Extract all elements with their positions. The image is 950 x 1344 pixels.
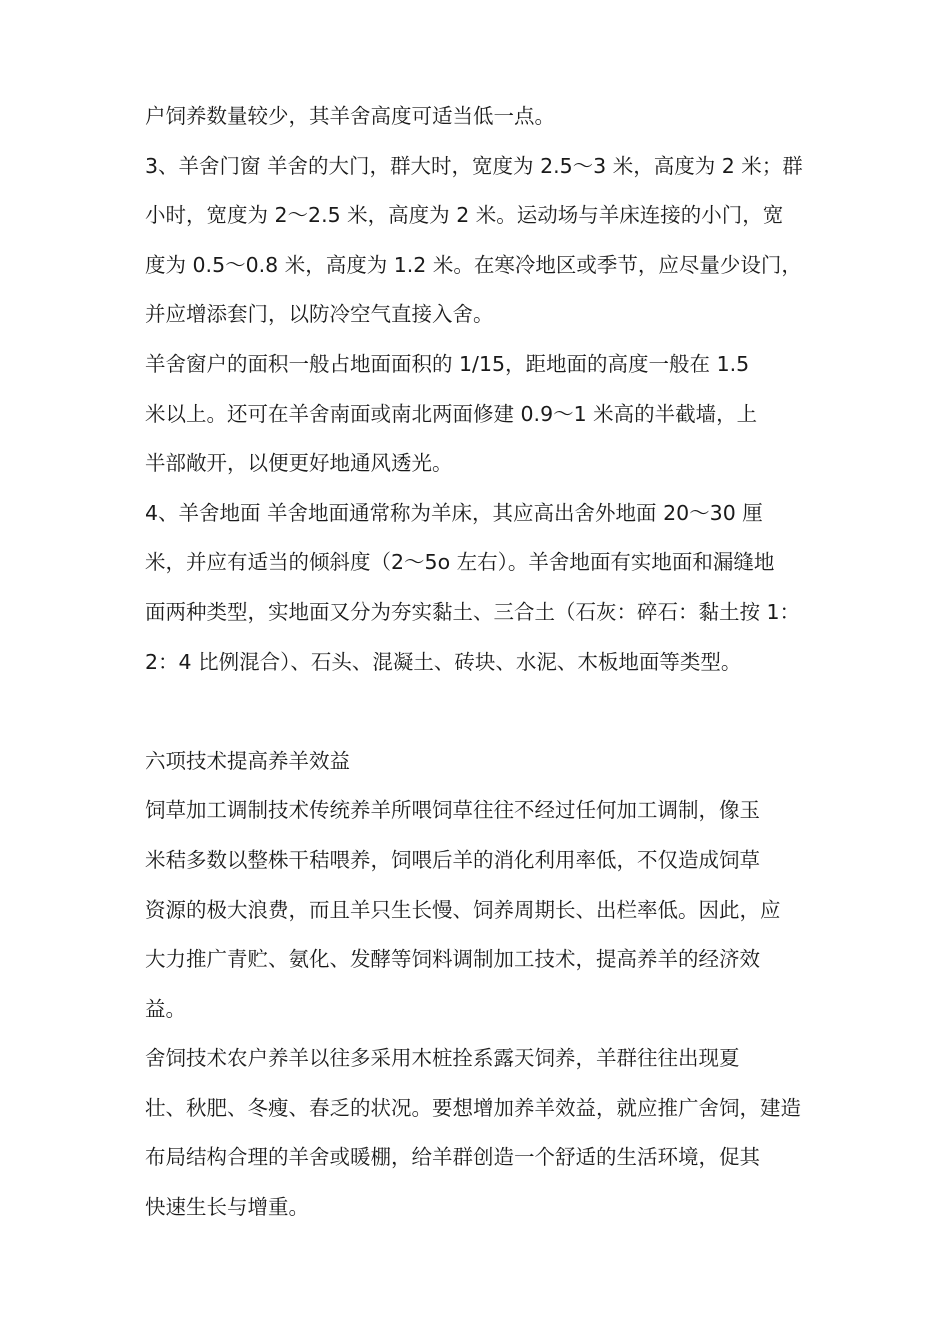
text-line: 户饲养数量较少，其羊舍高度可适当低一点。 — [145, 104, 555, 128]
text-line: 大力推广青贮、氨化、发酵等饲料调制加工技术，提高养羊的经济效 — [145, 947, 760, 972]
text-line: 快速生长与增重。 — [145, 1195, 309, 1220]
document-body — [145, 92, 825, 1233]
text-line: 2：4 比例混合）、石头、混凝土、砖块、水泥、木板地面等类型。 — [145, 649, 742, 674]
text-line: 米秸多数以整株干秸喂养，饲喂后羊的消化利用率低，不仅造成饲草 — [145, 847, 760, 872]
text-line: 资源的极大浪费，而且羊只生长慢、饲养周期长、出栏率低。因此，应 — [145, 897, 781, 922]
text-line: 布局结构合理的羊舍或暖棚，给羊群创造一个舒适的生活环境，促其 — [145, 1145, 760, 1170]
text-line: 面两种类型，实地面又分为夯实黏土、三合土（石灰：碎石：黏土按 1： — [145, 599, 801, 624]
blank-line — [145, 687, 825, 737]
text-line: 饲草加工调制技术传统养羊所喂饲草往往不经过任何加工调制，像玉 — [145, 798, 760, 823]
text-line: 小时，宽度为 2～2.5 米，高度为 2 米。运动场与羊床连接的小门，宽 — [145, 203, 784, 228]
text-line: 羊舍窗户的面积一般占地面面积的 1/15，距地面的高度一般在 1.5 — [145, 351, 750, 376]
text-line: 壮、秋肥、冬瘦、春乏的状况。要想增加养羊效益，就应推广舍饲，建造 — [145, 1095, 801, 1120]
text-line: 3、羊舍门窗 羊舍的大门，群大时，宽度为 2.5～3 米，高度为 2 米；群 — [145, 153, 803, 178]
text-line: 米，并应有适当的倾斜度（2～5o 左右）。羊舍地面有实地面和漏缝地 — [145, 550, 775, 575]
text-line: 米以上。还可在羊舍南面或南北两面修建 0.9～1 米高的半截墙，上 — [145, 401, 758, 426]
text-line: 益。 — [145, 996, 186, 1021]
text-line: 4、羊舍地面 羊舍地面通常称为羊床，其应高出舍外地面 20～30 厘 — [145, 500, 763, 525]
text-line: 并应增添套门，以防冷空气直接入舍。 — [145, 302, 494, 327]
text-line: 半部敞开，以便更好地通风透光。 — [145, 451, 453, 476]
text-line: 度为 0.5～0.8 米，高度为 1.2 米。在寒冷地区或季节，应尽量少设门， — [145, 252, 802, 277]
section-heading: 六项技术提高养羊效益 — [145, 748, 350, 773]
text-line: 舍饲技术农户养羊以往多采用木桩拴系露天饲养，羊群往往出现夏 — [145, 1046, 740, 1071]
